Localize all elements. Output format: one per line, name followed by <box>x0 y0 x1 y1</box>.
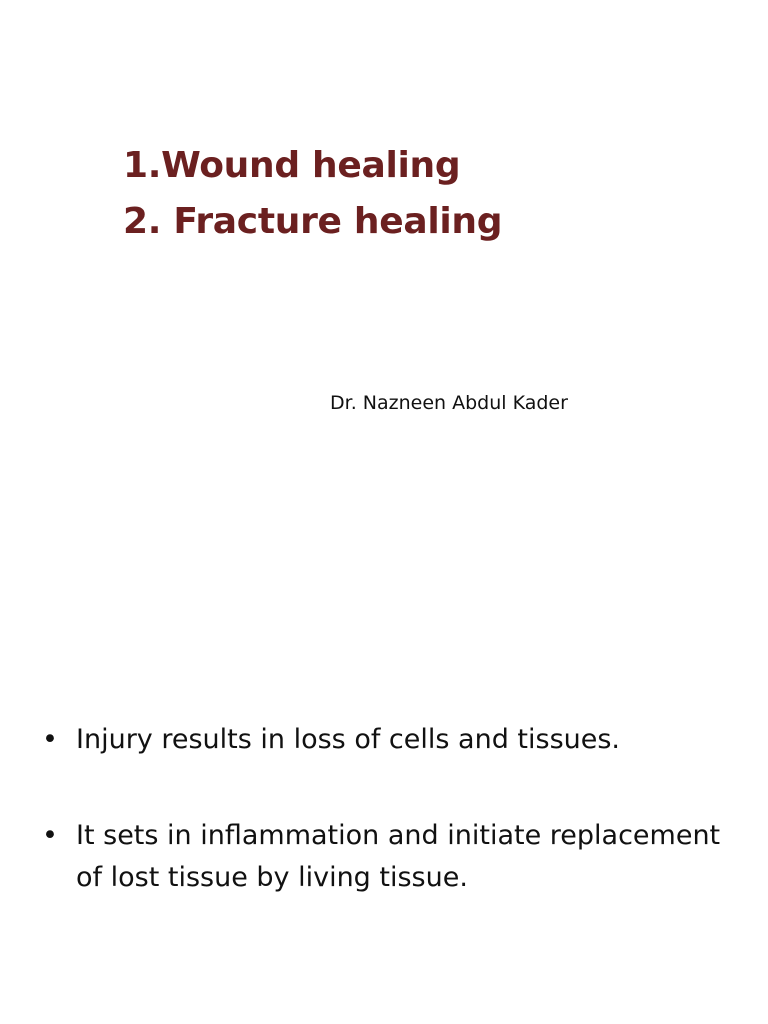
bullet-icon: • <box>42 724 58 755</box>
bullet-text: It sets in inflammation and initiate replacement of lost tissue by living tissue. <box>76 820 721 893</box>
bullet-item <box>42 719 732 761</box>
bullet-item <box>42 815 732 899</box>
content-slide <box>0 512 768 1024</box>
bullet-text: Injury results in loss of cells and tissues. <box>76 724 621 755</box>
title-line-fracture-healing: 2. Fracture healing <box>123 201 503 242</box>
slide-title <box>123 138 502 250</box>
title-line-wound-healing: 1.Wound healing <box>123 145 461 186</box>
bullet-list <box>42 719 732 953</box>
bullet-icon: • <box>42 820 58 851</box>
author-name: Dr. Nazneen Abdul Kader <box>330 392 568 414</box>
